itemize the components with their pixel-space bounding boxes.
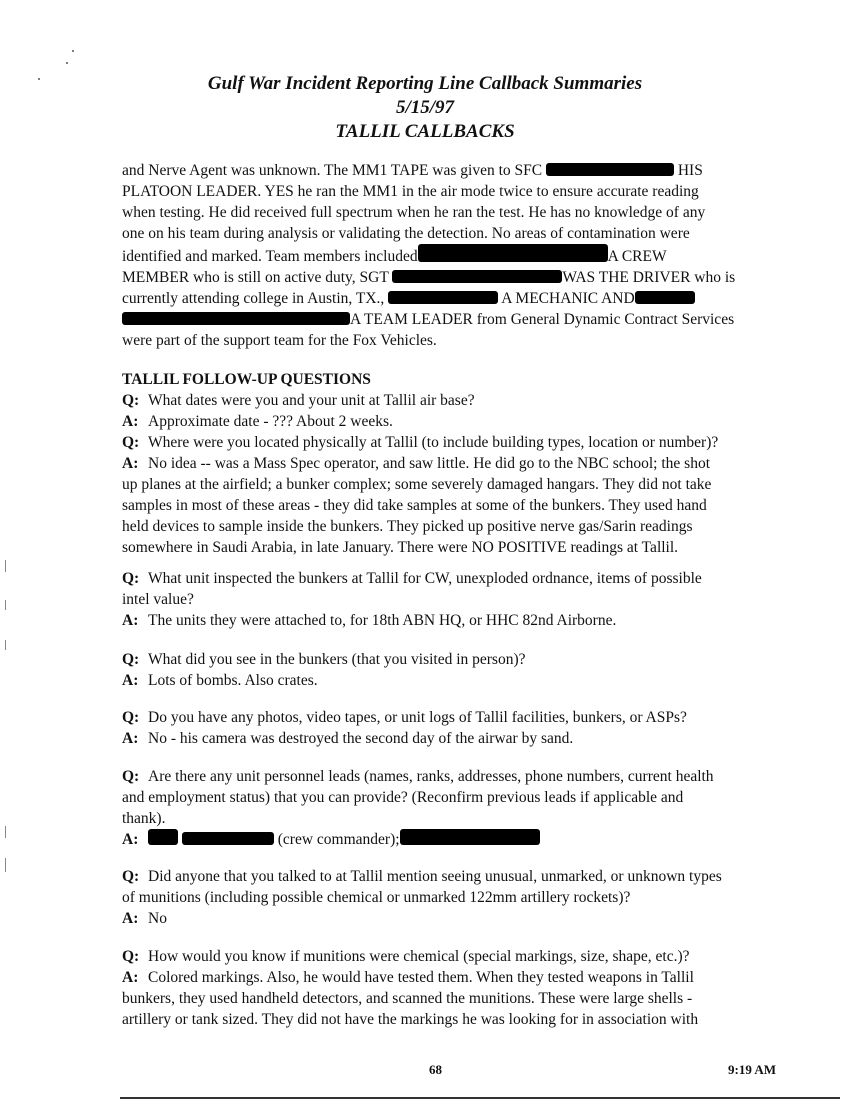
answer-label: A:: [122, 455, 139, 472]
question-text: What did you see in the bunkers (that you visited in person)?: [148, 651, 526, 668]
redaction-block: [546, 163, 674, 176]
question-label: Q:: [122, 709, 140, 726]
question-label: Q:: [122, 768, 140, 785]
qa-item: [122, 946, 782, 1030]
qa-item: [122, 766, 782, 850]
document-subtitle: TALLIL CALLBACKS: [335, 121, 515, 142]
answer-text: Approximate date - ??? About 2 weeks.: [148, 413, 393, 430]
qa-item: [122, 707, 782, 749]
redaction-block: [182, 832, 274, 845]
scan-edge-mark: [5, 640, 6, 650]
intro-text: when testing. He did received full spectrum when he ran the test. He has no knowledge of any: [122, 204, 706, 221]
qa-item: [122, 432, 782, 558]
question-text: intel value?: [122, 591, 194, 608]
answer-label: A:: [122, 612, 139, 629]
intro-text: MEMBER who is still on active duty, SGT: [122, 269, 389, 286]
question-text: Did anyone that you talked to at Tallil mention seeing unusual, unmarked, or unknown types: [148, 868, 722, 885]
qa-item: [122, 568, 782, 631]
answer-text: up planes at the airfield; a bunker complex; some severely damaged hangars. They did not take: [122, 476, 712, 493]
answer-text: held devices to sample inside the bunkers. They picked up positive nerve gas/Sarin readings: [122, 518, 693, 535]
question-text: What unit inspected the bunkers at Tallil for CW, unexploded ordnance, items of possible: [148, 570, 702, 587]
intro-text: A CREW: [607, 248, 667, 265]
redaction-block: [392, 270, 562, 283]
scan-edge-mark: [5, 600, 6, 610]
answer-label: A:: [122, 969, 139, 986]
scan-edge-mark: [5, 826, 6, 838]
redaction-block: [400, 829, 540, 845]
qa-item: [122, 649, 782, 691]
scan-edge-mark: [5, 560, 6, 572]
answer-text: Colored markings. Also, he would have tested them. When they tested weapons in Tallil: [148, 969, 694, 986]
question-label: Q:: [122, 948, 140, 965]
scan-speck: [72, 50, 74, 52]
question-label: Q:: [122, 434, 140, 451]
question-text: How would you know if munitions were chemical (special markings, size, shape, etc.)?: [148, 948, 690, 965]
redaction-block: [418, 244, 608, 262]
intro-text: A TEAM LEADER from General Dynamic Contract Services: [350, 311, 735, 328]
intro-text: WAS THE DRIVER who is: [562, 269, 736, 286]
intro-text: were part of the support team for the Fox Vehicles.: [122, 332, 437, 349]
footer-time: 9:19 AM: [728, 1062, 777, 1077]
intro-text: HIS: [677, 162, 703, 179]
qa-item: [122, 866, 782, 929]
question-text: thank).: [122, 810, 166, 827]
intro-text: A MECHANIC AND: [501, 290, 635, 307]
answer-text: The units they were attached to, for 18th ABN HQ, or HHC 82nd Airborne.: [148, 612, 617, 629]
follow-up-section: [122, 369, 782, 558]
question-label: Q:: [122, 392, 140, 409]
intro-text: one on his team during analysis or validating the detection. No areas of contamination were: [122, 225, 690, 242]
answer-text: somewhere in Saudi Arabia, in late January. There were NO POSITIVE readings at Tallil.: [122, 539, 679, 556]
answer-text: artillery or tank sized. They did not have the markings he was looking for in association with: [122, 1011, 699, 1028]
redaction-block: [122, 312, 350, 325]
question-label: Q:: [122, 868, 140, 885]
answer-text: (crew commander);: [277, 831, 400, 848]
section-title: TALLIL FOLLOW-UP QUESTIONS: [122, 371, 371, 388]
answer-label: A:: [122, 413, 139, 430]
question-label: Q:: [122, 651, 140, 668]
answer-text: No: [148, 910, 167, 927]
qa-item: [122, 390, 782, 432]
answer-label: A:: [122, 672, 139, 689]
intro-text: and Nerve Agent was unknown. The MM1 TAPE was given to SFC: [122, 162, 543, 179]
question-text: Are there any unit personnel leads (names, ranks, addresses, phone numbers, current health: [148, 768, 714, 785]
answer-text: Lots of bombs. Also crates.: [148, 672, 318, 689]
intro-paragraph: [122, 160, 782, 351]
answer-label: A:: [122, 730, 139, 747]
redaction-block: [635, 291, 695, 304]
document-date: 5/15/97: [395, 97, 455, 118]
intro-text: identified and marked. Team members included: [122, 248, 418, 265]
answer-text: No idea -- was a Mass Spec operator, and saw little. He did go to the NBC school; the shot: [148, 455, 711, 472]
page-number: 68: [429, 1062, 442, 1077]
intro-text: PLATOON LEADER. YES he ran the MM1 in the air mode twice to ensure accurate reading: [122, 183, 699, 200]
question-text: Where were you located physically at Tallil (to include building types, location or number)?: [148, 434, 719, 451]
question-text: Do you have any photos, video tapes, or unit logs of Tallil facilities, bunkers, or ASPs?: [148, 709, 687, 726]
document-title: Gulf War Incident Reporting Line Callback Summaries: [207, 73, 643, 94]
answer-label: A:: [122, 910, 139, 927]
answer-text: bunkers, they used handheld detectors, and scanned the munitions. These were large shells -: [122, 990, 693, 1007]
answer-text: samples in most of these areas - they did take samples at some of the bunkers. They used hand: [122, 497, 707, 514]
answer-text: No - his camera was destroyed the second day of the airwar by sand.: [148, 730, 574, 747]
question-text: What dates were you and your unit at Tallil air base?: [148, 392, 475, 409]
scan-edge-mark: [5, 858, 6, 872]
scan-speck: [66, 62, 68, 64]
redaction-block: [148, 829, 178, 845]
question-text: of munitions (including possible chemical or unmarked 122mm artillery rockets)?: [122, 889, 631, 906]
question-label: Q:: [122, 570, 140, 587]
question-text: and employment status) that you can provide? (Reconfirm previous leads if applicable and: [122, 789, 684, 806]
redaction-block: [388, 291, 498, 304]
footer-rule: [120, 1097, 840, 1099]
intro-text: currently attending college in Austin, TX.,: [122, 290, 385, 307]
answer-label: A:: [122, 831, 139, 848]
